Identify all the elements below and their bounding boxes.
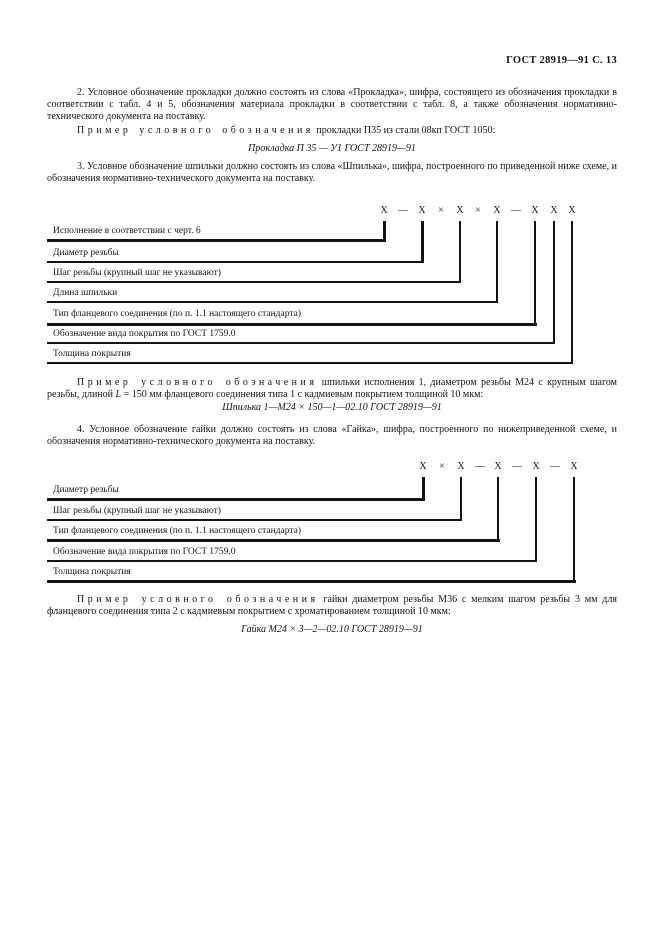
scheme-connector-line (553, 221, 555, 344)
scheme-symbol: X (380, 205, 388, 216)
scheme-symbol: X (494, 461, 502, 472)
scheme-underline (47, 261, 424, 263)
scheme-underline (47, 498, 425, 501)
scheme-row-label: Тип фланцевого соединения (по п. 1.1 настоящего стандарта) (53, 309, 301, 319)
scheme-symbol: — (511, 205, 521, 216)
scheme-row-label: Толщина покрытия (53, 567, 131, 577)
example-text: = 150 мм фланцевого соединения типа 1 с кадмиевым покрытием толщиной 10 мкм: (121, 389, 484, 400)
scheme-symbol: × (439, 461, 445, 472)
scheme-underline (47, 580, 576, 583)
scheme-symbol: — (398, 205, 408, 216)
scheme-connector-line (421, 221, 424, 263)
scheme-row-label: Обозначение вида покрытия по ГОСТ 1759.0 (53, 547, 236, 557)
scheme-row-label: Толщина покрытия (53, 349, 131, 359)
scheme-connector-line (497, 477, 499, 542)
scheme-symbol: X (493, 205, 501, 216)
scheme-symbol: X (419, 461, 427, 472)
scheme-underline (47, 519, 462, 521)
scheme-row-label: Обозначение вида покрытия по ГОСТ 1759.0 (53, 329, 236, 339)
example-text: прокладки П35 из стали 08кп ГОСТ 1050: (313, 125, 496, 136)
stud-designation: Шпилька 1—М24 × 150—1—02.10 ГОСТ 28919—91 (222, 402, 442, 413)
example-variable: L (115, 389, 122, 400)
scheme-symbol: X (532, 461, 540, 472)
example-emphasis-label: Пример условного обозначения (77, 125, 314, 136)
paragraph-stud: 3. Условное обозначение шпильки должно состоять из слова «Шпилька», шифра, построенного по приведенной ниже схеме, и обозначения нормативно-технического документа на поставку. (47, 161, 617, 184)
paragraph-gasket-example (47, 125, 617, 137)
scheme-underline (47, 323, 537, 326)
scheme-row-label: Исполнение в соответствии с черт. 6 (53, 226, 201, 236)
scheme-symbol: X (550, 205, 558, 216)
scheme-symbol: X (457, 461, 465, 472)
scheme-symbol: × (475, 205, 481, 216)
scheme-underline (47, 239, 386, 242)
scheme-symbol: X (568, 205, 576, 216)
scheme-connector-line (459, 221, 461, 283)
scheme-connector-line (460, 477, 462, 521)
nut-designation: Гайка М24 × 3—2—02.10 ГОСТ 28919—91 (241, 624, 423, 635)
scheme-symbol: — (512, 461, 522, 472)
gasket-designation: Прокладка П 35 — У1 ГОСТ 28919—91 (248, 143, 416, 154)
scheme-underline (47, 342, 555, 344)
scheme-connector-line (535, 477, 537, 562)
scheme-symbol: × (438, 205, 444, 216)
scheme-connector-line (496, 221, 498, 303)
scheme-row-label: Диаметр резьбы (53, 485, 119, 495)
scheme-symbol: X (418, 205, 426, 216)
scheme-row-label: Диаметр резьбы (53, 248, 119, 258)
scheme-symbol: X (456, 205, 464, 216)
scheme-connector-line (534, 221, 536, 326)
scheme-symbol: X (531, 205, 539, 216)
scheme-connector-line (573, 477, 575, 583)
paragraph-stud-example (47, 377, 617, 401)
scheme-row-label: Длина шпильки (53, 288, 118, 298)
scheme-underline (47, 539, 500, 542)
page-header: ГОСТ 28919—91 С. 13 (506, 55, 617, 66)
scheme-row-label: Шаг резьбы (крупный шаг не указывают) (53, 268, 221, 278)
scheme-underline (47, 560, 537, 562)
scheme-underline (47, 281, 461, 283)
scheme-row-label: Тип фланцевого соединения (по п. 1.1 настоящего стандарта) (53, 526, 301, 536)
scheme-underline (47, 301, 498, 303)
scheme-symbol: — (475, 461, 485, 472)
scheme-underline (47, 362, 573, 364)
example-emphasis-label: Пример условного обозначения (77, 594, 319, 605)
scheme-row-label: Шаг резьбы (крупный шаг не указывают) (53, 506, 221, 516)
paragraph-gasket: 2. Условное обозначение прокладки должно состоять из слова «Прокладка», шифра, состоящего из обозначения прокладки в соответствии с табл. 4 и 5, обозначения материала прокладки в соответствии с табл. 8, а также обозначения нормативно-технического документа на поставку. (47, 87, 617, 122)
scheme-symbol: — (550, 461, 560, 472)
scheme-connector-line (571, 221, 573, 364)
example-emphasis-label: Пример условного обозначения (77, 377, 318, 388)
paragraph-nut-example (47, 594, 617, 618)
paragraph-nut: 4. Условное обозначение гайки должно состоять из слова «Гайка», шифра, построенного по нижеприведенной схеме, и обозначения нормативно-технического документа на поставку. (47, 424, 617, 447)
scheme-symbol: X (570, 461, 578, 472)
example-text: шпильки исполнения 1, диаметром резьбы М24 с крупным шагом резьбы, длиной (47, 377, 617, 400)
example-text: гайки диаметром резьбы М36 с мелким шагом резьбы 3 мм для фланцевого соединения типа 2 с кадмиевым покрытием с хроматированием толщиной 10 мкм: (47, 594, 617, 617)
